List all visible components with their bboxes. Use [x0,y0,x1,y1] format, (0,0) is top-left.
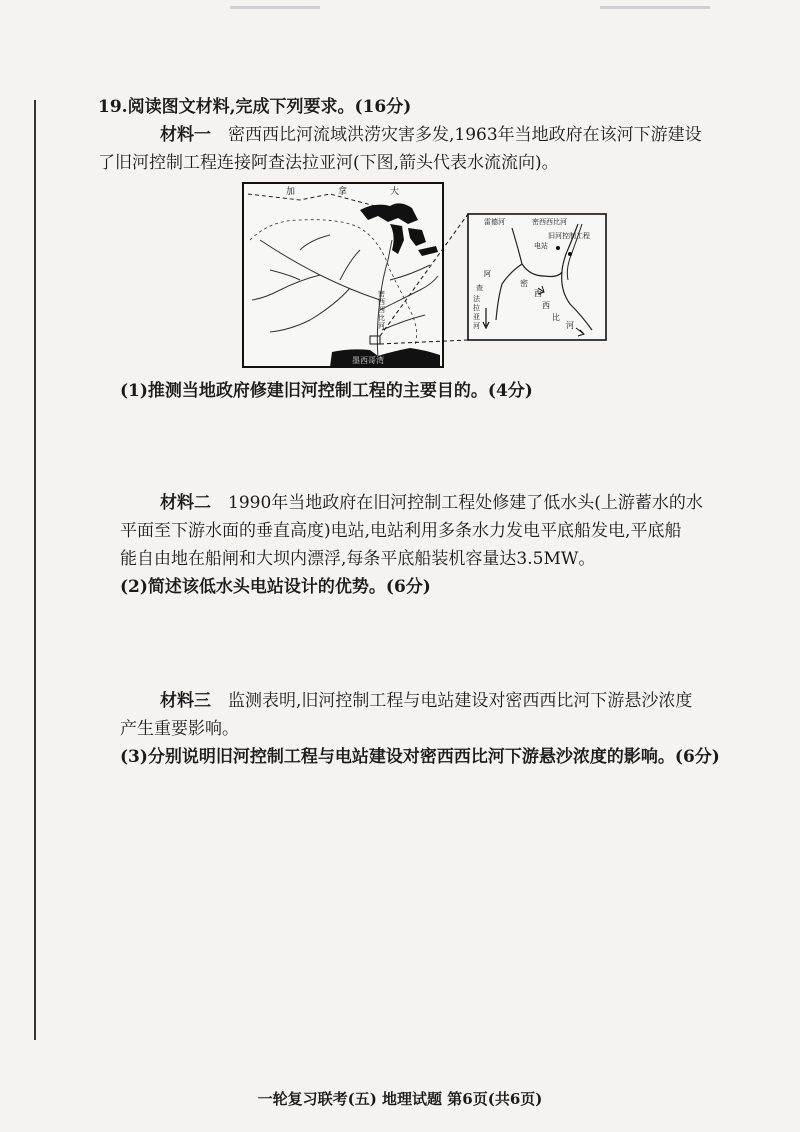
control-label: 旧河控制工程 [548,232,590,240]
material1-line2: 了旧河控制工程连接阿查法拉亚河(下图,箭头代表水流流向)。 [98,153,559,173]
mi-label-5: 河 [566,321,574,330]
canada-label-1: 加 [286,187,296,197]
atch-label-6: 河 [473,322,480,330]
q3: (3)分别说明旧河控制工程与电站建设对密西西比河下游悬沙浓度的影响。(6分) [120,747,720,767]
q2: (2)简述该低水头电站设计的优势。(6分) [120,577,431,597]
atch-label-2: 查 [476,284,483,292]
material2-line1 [160,492,703,514]
material3-line2: 产生重要影响。 [120,719,239,739]
material1-text1: 密西西比河流域洪涝灾害多发,1963年当地政府在该河下游建设 [228,125,702,145]
scan-mark [600,6,710,9]
material1-label: 材料一 [160,125,211,145]
river-label-5: 河 [378,322,385,330]
canada-label-2: 拿 [338,187,348,197]
map-figure [240,180,610,370]
mi-label-4: 比 [552,313,560,322]
material2-label: 材料二 [160,493,211,513]
mi-label-1: 密 [520,279,528,288]
question-header: 19.阅读图文材料,完成下列要求。(16分) [98,97,412,117]
margin-line [34,100,36,1040]
mississippi-label: 密西西比河 [532,218,567,226]
river-label-3: 西 [378,306,385,314]
scan-mark [230,6,320,9]
atch-label-5: 亚 [473,313,480,321]
page-footer: 一轮复习联考(五) 地理试题 第6页(共6页) [257,1090,543,1108]
river-label-2: 西 [378,298,385,306]
power-station-marker [556,246,560,250]
material1-line1 [160,124,702,146]
material3-line1 [160,690,692,712]
atch-label-4: 拉 [473,304,480,312]
mi-label-2: 西 [534,289,542,298]
q1: (1)推测当地政府修建旧河控制工程的主要目的。(4分) [120,381,533,401]
atch-label-3: 法 [473,295,480,303]
material2-line2: 平面至下游水面的垂直高度)电站,电站利用多条水力发电平底船发电,平底船 [120,521,682,541]
material3-label: 材料三 [160,691,211,711]
river-label-4: 比 [378,314,385,322]
atch-label-1: 阿 [484,270,491,278]
material2-text1: 1990年当地政府在旧河控制工程处修建了低水头(上游蓄水的水 [228,493,703,513]
river-label-1: 密 [378,290,385,298]
mi-label-3: 西 [542,301,550,310]
canada-label-3: 大 [390,187,400,197]
material3-text1: 监测表明,旧河控制工程与电站建设对密西西比河下游悬沙浓度 [228,691,693,711]
gulf-label: 墨西哥湾 [352,356,384,365]
control-structure-marker [568,252,572,256]
red-river-label: 雷德河 [484,218,505,226]
material2-line3: 能自由地在船闸和大坝内漂浮,每条平底船装机容量达3.5MW。 [120,549,596,569]
power-station-label: 电站 [534,242,548,250]
